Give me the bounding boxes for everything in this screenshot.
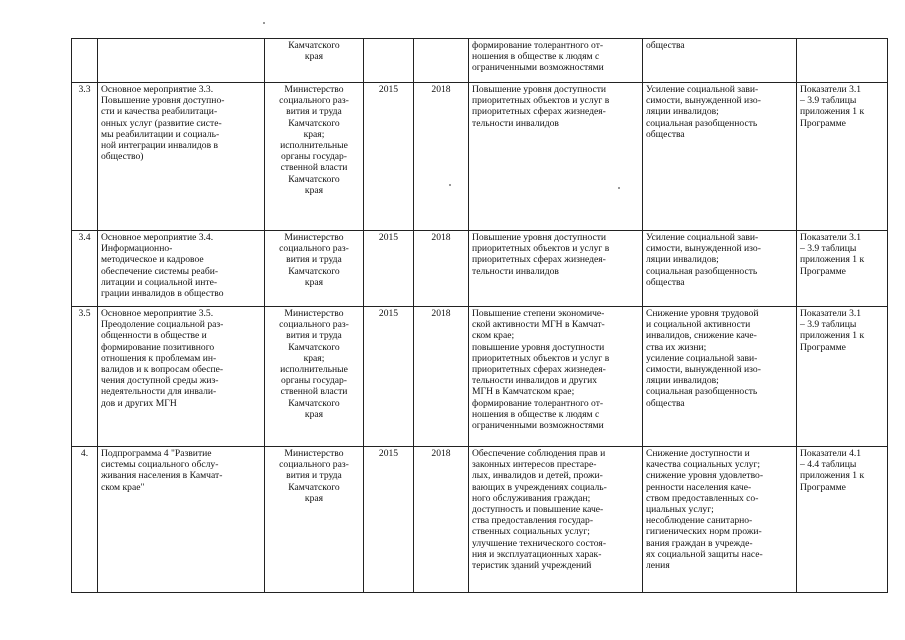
cell-text-line: Показатели 3.1 — [800, 84, 862, 95]
cell-text: 4. — [80, 448, 89, 459]
cell-text-line: общенности в обществе и — [101, 330, 207, 342]
cell-text-line: усиление социальной зави- — [646, 352, 758, 364]
cell-number — [72, 307, 98, 447]
cell-text-line: ственной власти — [280, 162, 348, 174]
cell-text-line: – 3.9 таблицы — [800, 319, 857, 331]
cell-indicator-link — [797, 447, 888, 593]
cell-start-year — [364, 39, 414, 83]
cell-text-line: приложения 1 к — [800, 106, 865, 118]
cell-text-line: Программе — [800, 481, 846, 493]
cell-text-line: социальная разобщенность — [646, 117, 758, 129]
cell-text-line: МГН в Камчатском крае; — [472, 386, 575, 398]
cell-text-line: края; — [303, 352, 325, 364]
cell-text-line: Камчатского — [288, 341, 340, 353]
cell-text-line: онных услуг (развитие систе- — [101, 117, 222, 129]
cell-text: 2018 — [431, 232, 451, 243]
cell-expected-result — [469, 307, 643, 447]
cell-consequences — [643, 39, 797, 83]
cell-text-line: недеятельности для инвали- — [101, 386, 217, 398]
cell-text-line: ния и эксплуатационных харак- — [472, 548, 602, 560]
cell-text-line: вития и труда — [286, 470, 342, 482]
cell-text-line: Камчатского — [288, 481, 340, 493]
cell-text-line: социальная разобщенность — [646, 265, 758, 277]
cell-measure-name — [98, 231, 265, 307]
cell-text-line: Программе — [800, 265, 846, 277]
cell-text-line: ограниченными возможностями — [472, 420, 604, 432]
cell-text-line: края — [304, 184, 324, 196]
cell-text: 2018 — [431, 448, 451, 459]
cell-text-line: Повышение уровня доступно- — [101, 95, 225, 107]
cell-text-line: ства предоставления государ- — [472, 515, 594, 527]
cell-text-line: приоритетных сферах жизнедея- — [472, 364, 606, 376]
cell-text-line: ях социальной защиты насе- — [646, 548, 763, 560]
cell-text-line: качества социальных услуг; — [646, 459, 761, 471]
cell-measure-name — [98, 39, 265, 83]
cell-text-line: Показатели 3.1 — [800, 232, 862, 243]
cell-expected-result — [469, 83, 643, 231]
cell-text-line: Камчатского — [288, 40, 340, 51]
cell-text: 2018 — [431, 84, 451, 95]
cell-text-line: и социальной активности — [646, 319, 751, 331]
program-measures-table — [71, 38, 888, 593]
cell-number — [72, 83, 98, 231]
cell-text-line: вития и труда — [286, 254, 342, 266]
cell-number — [72, 39, 98, 83]
table-row — [72, 39, 888, 83]
cell-text-line: циальных услуг; — [646, 504, 714, 516]
cell-text-line: Камчатского — [288, 397, 340, 409]
cell-text-line: приоритетных объектов и услуг в — [472, 352, 610, 364]
cell-indicator-link — [797, 307, 888, 447]
cell-text-line: Министерство — [284, 232, 344, 243]
cell-text-line: – 4.4 таблицы — [800, 459, 857, 471]
cell-text-line: Снижение доступности и — [646, 448, 750, 459]
cell-text-line: края — [304, 408, 324, 420]
cell-text-line: доступность и повышение каче- — [472, 504, 604, 516]
cell-text-line: ской активности МГН в Камчат- — [472, 319, 605, 331]
cell-text-line: Министерство — [284, 308, 344, 319]
cell-consequences — [643, 231, 797, 307]
cell-text-line: Подпрограмма 4 "Развитие — [101, 448, 212, 459]
cell-start-year — [364, 447, 414, 593]
cell-text-line: литации и социальной инте- — [101, 276, 218, 288]
cell-text-line: тельности инвалидов — [472, 265, 559, 277]
cell-text-line: Камчатского — [288, 265, 340, 277]
cell-executor — [265, 83, 364, 231]
cell-text-line: ренности населения каче- — [646, 481, 752, 493]
cell-text-line: Обеспечение соблюдения прав и — [472, 448, 606, 459]
cell-text-line: общества — [646, 397, 685, 409]
cell-text-line: приоритетных сферах жизнедея- — [472, 106, 606, 118]
cell-measure-name — [98, 447, 265, 593]
cell-expected-result — [469, 39, 643, 83]
cell-text-line: дов и других МГН — [101, 397, 177, 409]
cell-text-line: Преодоление социальной раз- — [101, 319, 224, 331]
cell-text-line: снижение уровня удовлетво- — [646, 470, 764, 482]
table-row — [72, 231, 888, 307]
scan-speck — [263, 22, 265, 24]
cell-text-line: ной интеграции инвалидов в — [101, 140, 219, 152]
cell-expected-result — [469, 447, 643, 593]
cell-text-line: Усиление социальной зави- — [646, 84, 759, 95]
cell-text-line: сти и качества реабилитаци- — [101, 106, 218, 118]
cell-indicator-link — [797, 39, 888, 83]
cell-text-line: ства их жизни; — [646, 341, 707, 353]
cell-text-line: Программе — [800, 117, 846, 129]
cell-text-line: ношения в обществе к людям с — [472, 408, 600, 420]
cell-text-line: Камчатского — [288, 173, 340, 185]
cell-text-line: – 3.9 таблицы — [800, 243, 857, 255]
cell-text-line: исполнительные — [280, 140, 348, 152]
cell-text-line: – 3.9 таблицы — [800, 95, 857, 107]
cell-number — [72, 231, 98, 307]
cell-text: 2015 — [378, 84, 399, 95]
cell-text-line: ляции инвалидов; — [646, 254, 719, 266]
cell-text-line: методическое и кадровое — [101, 254, 204, 266]
cell-text: 3.3 — [78, 84, 91, 95]
cell-text-line: Усиление социальной зави- — [646, 232, 759, 243]
cell-text-line: общество) — [101, 151, 144, 163]
cell-text-line: формирование позитивного — [101, 341, 215, 353]
cell-text-line: тельности инвалидов и других — [472, 375, 598, 387]
cell-text-line: ском крае" — [101, 481, 145, 493]
cell-text-line: приложения 1 к — [800, 254, 865, 266]
cell-text-line: теристик зданий учреждений — [472, 560, 592, 572]
cell-text-line: симости, вынужденной изо- — [646, 95, 761, 107]
cell-text-line: социального раз- — [279, 95, 349, 107]
cell-text-line: общества — [646, 276, 685, 288]
cell-text-line: улучшение технического состоя- — [472, 537, 607, 549]
cell-text: 2018 — [431, 308, 451, 319]
cell-consequences — [643, 83, 797, 231]
cell-text-line: социального раз- — [279, 459, 349, 471]
cell-text-line: ством предоставленных со- — [646, 492, 759, 504]
cell-end-year — [414, 447, 469, 593]
cell-text-line: Информационно- — [101, 243, 173, 255]
cell-text-line: приложения 1 к — [800, 470, 865, 482]
cell-text: 2015 — [378, 308, 399, 319]
cell-text-line: обеспечение системы реаби- — [101, 265, 219, 277]
cell-text-line: Показатели 3.1 — [800, 308, 862, 319]
cell-measure-name — [98, 83, 265, 231]
cell-text-line: исполнительные — [280, 364, 348, 376]
cell-consequences — [643, 307, 797, 447]
cell-end-year — [414, 307, 469, 447]
cell-text-line: чения доступной среды жиз- — [101, 375, 219, 387]
cell-executor — [265, 307, 364, 447]
cell-text-line: органы государ- — [281, 151, 347, 163]
cell-text-line: ношения в обществе к людям с — [472, 51, 600, 63]
cell-indicator-link — [797, 231, 888, 307]
cell-text-line: социального раз- — [279, 243, 349, 255]
cell-text-line: ного обслуживания граждан; — [472, 492, 591, 504]
cell-start-year — [364, 231, 414, 307]
cell-text-line: Министерство — [284, 84, 344, 95]
cell-text-line: законных интересов престаре- — [472, 459, 597, 471]
cell-text: 3.5 — [78, 308, 91, 319]
cell-text-line: ляции инвалидов; — [646, 106, 719, 118]
cell-indicator-link — [797, 83, 888, 231]
cell-text-line: ограниченными возможностями — [472, 62, 604, 74]
cell-text-line: формирование толерантного от- — [472, 397, 604, 409]
cell-text-line: вания граждан в учрежде- — [646, 537, 753, 549]
cell-text-line: Основное мероприятие 3.4. — [101, 232, 214, 243]
cell-text-line: вающих в учреждениях социаль- — [472, 481, 607, 493]
cell-text-line: формирование толерантного от- — [472, 40, 604, 51]
cell-text-line: края; — [303, 128, 325, 140]
cell-text-line: отношения к проблемам ин- — [101, 352, 217, 364]
cell-end-year — [414, 39, 469, 83]
cell-text-line: Программе — [800, 341, 846, 353]
cell-text-line: Камчатского — [288, 117, 340, 129]
cell-start-year — [364, 83, 414, 231]
cell-text-line: приложения 1 к — [800, 330, 865, 342]
cell-end-year — [414, 231, 469, 307]
cell-text-line: края — [304, 276, 324, 288]
cell-text-line: Повышение степени экономиче- — [472, 308, 605, 319]
cell-text-line: вития и труда — [286, 106, 342, 118]
cell-text-line: Министерство — [284, 448, 344, 459]
cell-text: 2015 — [378, 448, 399, 459]
cell-text-line: ляции инвалидов; — [646, 375, 719, 387]
cell-text-line: инвалидов, снижение каче- — [646, 330, 757, 342]
cell-text-line: ственной власти — [280, 386, 348, 398]
cell-text-line: симости, вынужденной изо- — [646, 243, 761, 255]
cell-text-line: живания населения в Камчат- — [101, 470, 223, 482]
cell-measure-name — [98, 307, 265, 447]
cell-consequences — [643, 447, 797, 593]
cell-text-line: Повышение уровня доступности — [472, 84, 607, 95]
cell-text-line: вития и труда — [286, 330, 342, 342]
cell-text-line: органы государ- — [281, 375, 347, 387]
cell-text-line: тельности инвалидов — [472, 117, 559, 129]
cell-expected-result — [469, 231, 643, 307]
cell-number — [72, 447, 98, 593]
cell-text-line: ления — [646, 560, 670, 572]
cell-text-line: общества — [646, 40, 685, 51]
cell-text-line: Снижение уровня трудовой — [646, 308, 759, 319]
cell-text: 2015 — [378, 232, 399, 243]
cell-text-line: лых, инвалидов и детей, прожи- — [472, 470, 603, 482]
cell-text-line: ственных социальных услуг; — [472, 526, 590, 538]
cell-executor — [265, 447, 364, 593]
cell-text-line: грации инвалидов в общество — [101, 288, 224, 300]
cell-text-line: несоблюдение санитарно- — [646, 515, 753, 527]
cell-text-line: Основное мероприятие 3.3. — [101, 84, 214, 95]
cell-text-line: системы социального обслу- — [101, 459, 219, 471]
table-row — [72, 307, 888, 447]
cell-start-year — [364, 307, 414, 447]
table-row — [72, 83, 888, 231]
cell-text-line: социальная разобщенность — [646, 386, 758, 398]
cell-text: 3.4 — [78, 232, 91, 243]
cell-text-line: валидов и к вопросам обеспе- — [101, 364, 224, 376]
table-row — [72, 447, 888, 593]
cell-text-line: Основное мероприятие 3.5. — [101, 308, 214, 319]
cell-text-line: приоритетных объектов и услуг в — [472, 95, 610, 107]
cell-executor — [265, 39, 364, 83]
cell-text-line: мы реабилитации и социаль- — [101, 128, 220, 140]
cell-text-line: гигиенических норм прожи- — [646, 526, 762, 538]
cell-executor — [265, 231, 364, 307]
cell-text-line: Повышение уровня доступности — [472, 232, 607, 243]
cell-text-line: симости, вынужденной изо- — [646, 364, 761, 376]
cell-end-year — [414, 83, 469, 231]
cell-text-line: Показатели 4.1 — [800, 448, 862, 459]
cell-text-line: края — [304, 492, 324, 504]
cell-text-line: края — [304, 51, 324, 63]
cell-text-line: социального раз- — [279, 319, 349, 331]
cell-text-line: приоритетных объектов и услуг в — [472, 243, 610, 255]
cell-text-line: ском крае; — [472, 330, 515, 342]
cell-text-line: общества — [646, 128, 685, 140]
cell-text-line: приоритетных сферах жизнедея- — [472, 254, 606, 266]
cell-text-line: повышение уровня доступности — [472, 341, 605, 353]
